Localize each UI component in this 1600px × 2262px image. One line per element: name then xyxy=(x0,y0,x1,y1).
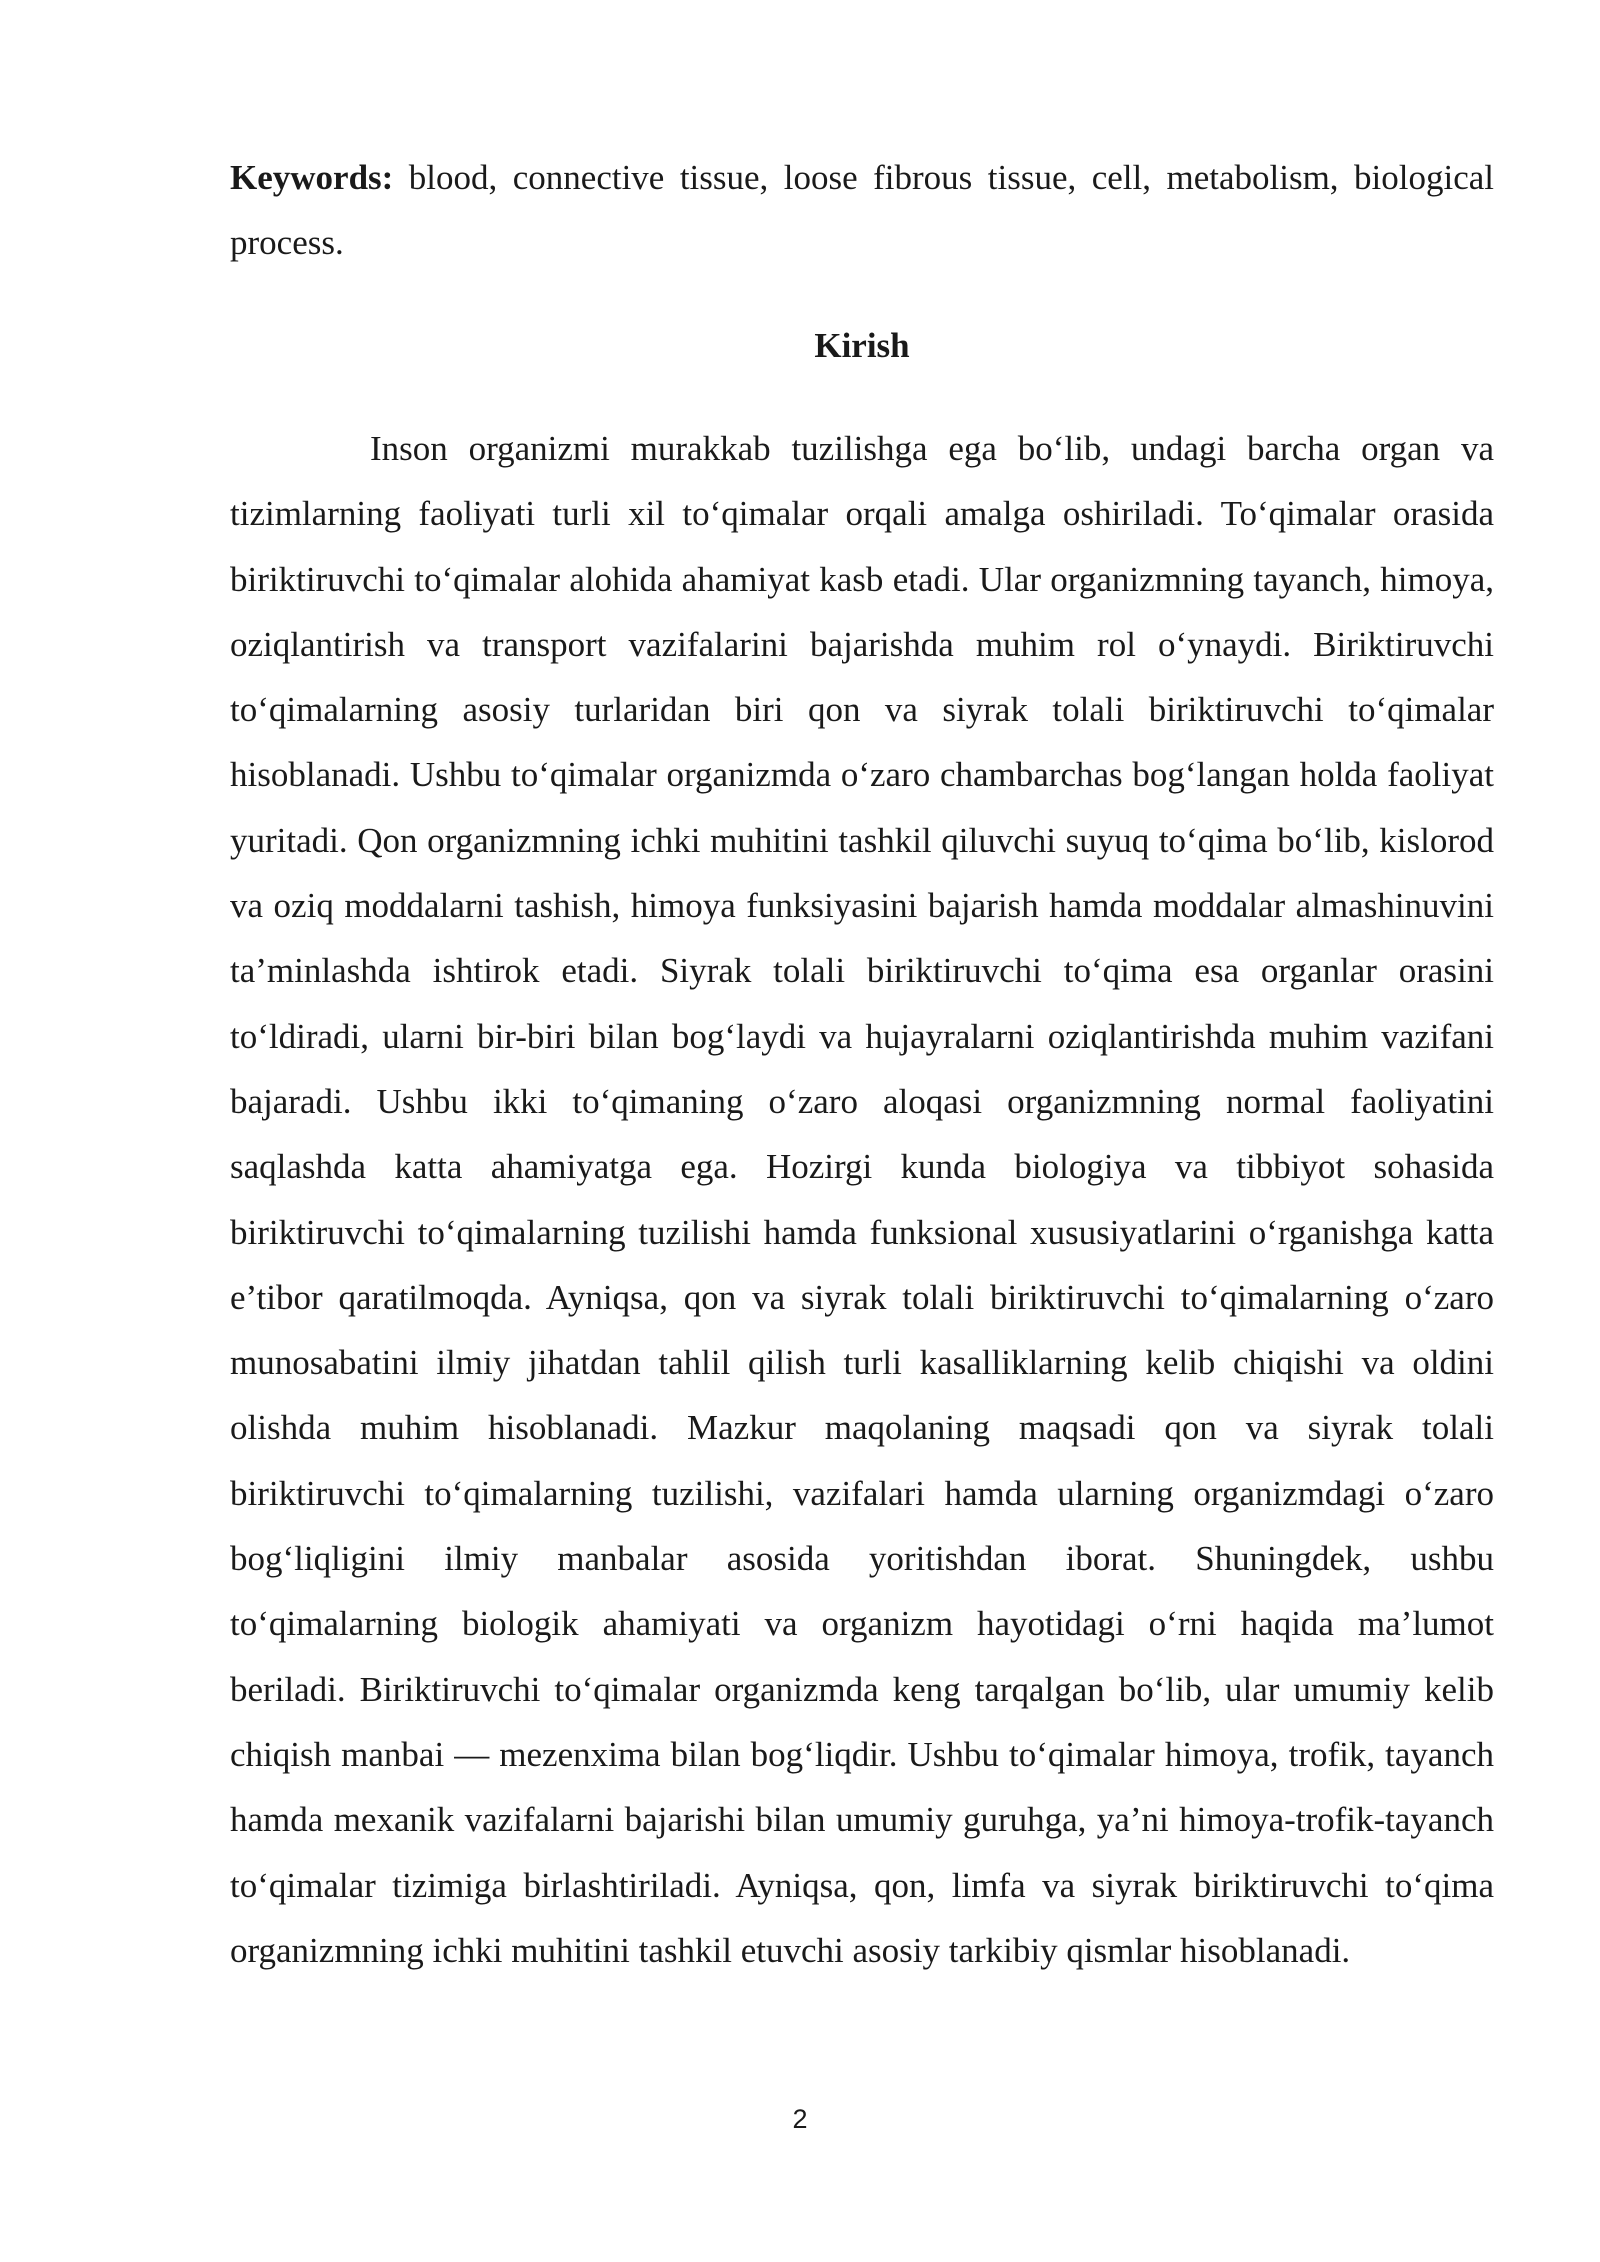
document-page xyxy=(230,145,1494,1983)
body-paragraph: Inson organizmi murakkab tuzilishga ega bo‘lib, undagi barcha organ va tizimlarning faoliyati turli xil to‘qimalar orqali amalga oshiriladi. To‘qimalar orasida biriktiruvchi to‘qimalar alohida ahamiyat kasb etadi. Ular organizmning tayanch, himoya, oziqlantirish va transport vazifalarini bajarishda muhim rol o‘ynaydi. Biriktiruvchi to‘qimalarning asosiy turlaridan biri qon va siyrak tolali biriktiruvchi to‘qimalar hisoblanadi. Ushbu to‘qimalar organizmda o‘zaro chambarchas bog‘langan holda faoliyat yuritadi. Qon organizmning ichki muhitini tashkil qiluvchi suyuq to‘qima bo‘lib, kislorod va oziq moddalarni tashish, himoya funksiyasini bajarish hamda moddalar almashinuvini ta’minlashda ishtirok etadi. Siyrak tolali biriktiruvchi to‘qima esa organlar orasini to‘ldiradi, ularni bir-biri bilan bog‘laydi va hujayralarni oziqlantirishda muhim vazifani bajaradi. Ushbu ikki to‘qimaning o‘zaro aloqasi organizmning normal faoliyatini saqlashda katta ahamiyatga ega. Hozirgi kunda biologiya va tibbiyot sohasida biriktiruvchi to‘qimalarning tuzilishi hamda funksional xususiyatlarini o‘rganishga katta e’tibor qaratilmoqda. Ayniqsa, qon va siyrak tolali biriktiruvchi to‘qimalarning o‘zaro munosabatini ilmiy jihatdan tahlil qilish turli kasalliklarning kelib chiqishi va oldini olishda muhim hisoblanadi. Mazkur maqolaning maqsadi qon va siyrak tolali biriktiruvchi to‘qimalarning tuzilishi, vazifalari hamda ularning organizmdagi o‘zaro bog‘liqligini ilmiy manbalar asosida yoritishdan iborat. Shuningdek, ushbu to‘qimalarning biologik ahamiyati va organizm hayotidagi o‘rni haqida ma’lumot beriladi. Biriktiruvchi to‘qimalar organizmda keng tarqalgan bo‘lib, ular umumiy kelib chiqish manbai — mezenxima bilan bog‘liqdir. Ushbu to‘qimalar himoya, trofik, tayanch hamda mexanik vazifalarni bajarishi bilan umumiy guruhga, ya’ni himoya-trofik-tayanch to‘qimalar tizimiga birlashtiriladi. Ayniqsa, qon, limfa va siyrak biriktiruvchi to‘qima organizmning ichki muhitini tashkil etuvchi asosiy tarkibiy qismlar hisoblanadi. xyxy=(230,429,1494,1970)
keywords-label: Keywords: xyxy=(230,158,394,197)
keywords-text: blood, connective tissue, loose fibrous tissue, cell, metabolism, biological process. xyxy=(230,158,1494,262)
section-heading: Kirish xyxy=(814,326,910,365)
page-number: 2 xyxy=(792,2104,808,2134)
keywords-paragraph xyxy=(230,145,1494,275)
